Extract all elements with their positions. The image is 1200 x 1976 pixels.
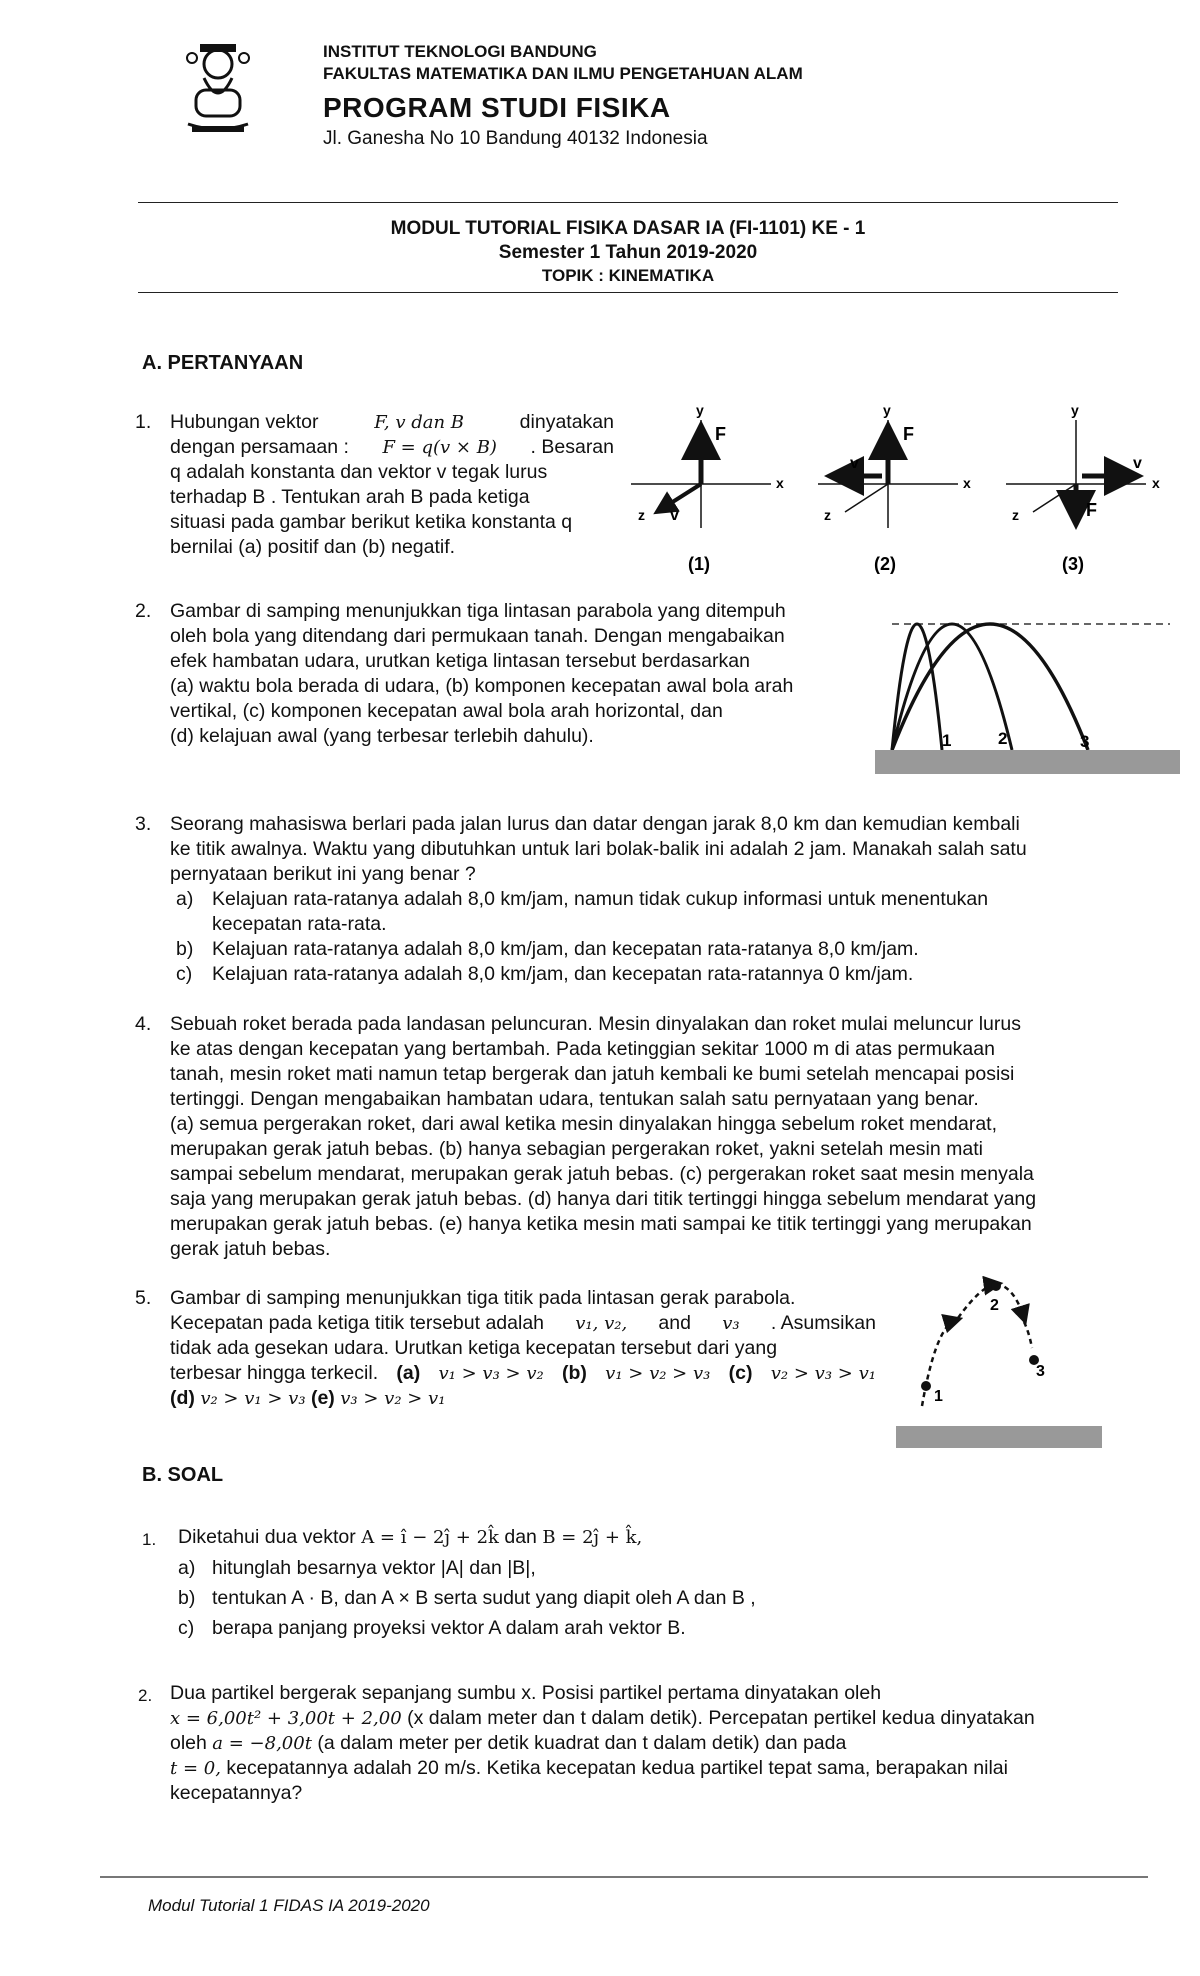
point-1 [921, 1381, 931, 1391]
program-name: PROGRAM STUDI FISIKA [323, 92, 671, 123]
p1-a-text: hitunglah besarnya vektor |A| dan |B|, [212, 1557, 536, 1579]
q4-line: sampai sebelum mendarat, merupakan gerak jatuh bebas. (c) pergerakan roket saat mesin menyala [170, 1163, 1034, 1185]
svg-text:F: F [1086, 500, 1097, 520]
q2-text [170, 599, 860, 749]
q3-option-a-text: Kelajuan rata-ratanya adalah 8,0 km/jam, namun tidak cukup informasi untuk menentukan [212, 888, 989, 910]
q3-text [170, 812, 1120, 887]
trajectory-3 [892, 624, 1088, 750]
q1-line6: bernilai (a) positif dan (b) negatif. [170, 536, 456, 558]
q1-line5: situasi pada gambar berikut ketika konstanta q [170, 511, 573, 533]
q3-option-a-label: a) [176, 888, 194, 910]
q2-line: vertikal, (c) komponen kecepatan awal bola arah horizontal, dan [170, 700, 723, 722]
q2-number: 2. [135, 600, 152, 622]
q3-line: Seorang mahasiswa berlari pada jalan lurus dan datar dengan jarak 8,0 km dan kemudian kembali [170, 813, 1020, 835]
q4-number: 4. [135, 1013, 152, 1035]
p2-line5: kecepatannya? [170, 1782, 303, 1804]
svg-text:z: z [824, 507, 831, 523]
q1-line2b: . Besaran [530, 436, 614, 458]
q1-line2a: dengan persamaan : [170, 436, 349, 458]
itb-logo [178, 38, 258, 138]
address: Jl. Ganesha No 10 Bandung 40132 Indonesia [323, 128, 708, 149]
panel-1 [631, 402, 784, 574]
p2-line2: (x dalam meter dan t dalam detik). Percepatan pertikel kedua dinyatakan [407, 1707, 1035, 1729]
q5-opt-d: (d) [170, 1387, 195, 1409]
q5-text [170, 1286, 876, 1411]
q4-text [170, 1012, 1120, 1262]
traj-label-1: 1 [942, 731, 952, 750]
q3-option-a-text2: kecepatan rata-rata. [212, 913, 387, 935]
svg-text:x: x [1152, 475, 1160, 491]
ground [875, 750, 1180, 774]
q4-line: (a) semua pergerakan roket, dari awal ketika mesin dinyalakan hingga sebelum roket mendarat, [170, 1113, 998, 1135]
p1-math-a: A = î − 2ĵ + 2k̂ [361, 1527, 499, 1548]
point-label-2: 2 [990, 1297, 999, 1314]
q2-line: (d) kelajuan awal (yang terbesar terlebih dahulu). [170, 725, 594, 747]
q2-line: Gambar di samping menunjukkan tiga lintasan parabola yang ditempuh [170, 600, 786, 622]
q5-line3: tidak ada gesekan udara. Urutkan ketiga kecepatan tersebut dari yang [170, 1337, 778, 1359]
q3-option-b-text: Kelajuan rata-ratanya adalah 8,0 km/jam, dan kecepatan rata-ratanya 8,0 km/jam. [212, 938, 919, 960]
svg-text:v: v [670, 507, 679, 524]
q4-line: merupakan gerak jatuh bebas. (e) hanya ketika mesin mati sampai ke titik tertinggi yang merupakan [170, 1213, 1032, 1235]
q5-opt-b: (b) [561, 1362, 587, 1384]
q4-line: tanah, mesin roket mati namun tetap bergerak dan jatuh kembali ke bumi setelah mencapai posisi [170, 1063, 1015, 1085]
q3-option-b-label: b) [176, 938, 194, 960]
q2-line: efek hambatan udara, urutkan ketiga lintasan tersebut berdasarkan [170, 650, 750, 672]
q1-figure [628, 400, 1188, 580]
q1-math-equation: F = q(v × B) [382, 437, 497, 458]
q4-line: gerak jatuh bebas. [170, 1238, 331, 1260]
point-label-1: 1 [934, 1388, 943, 1405]
fig-label-2: (2) [874, 554, 896, 574]
q5-math-e: v₃ > v₂ > v₁ [340, 1388, 446, 1409]
institute-name: INSTITUT TEKNOLOGI BANDUNG [323, 42, 597, 61]
p1-math-b: B = 2ĵ + k̂, [542, 1527, 643, 1548]
q5-line1: Gambar di samping menunjukkan tiga titik pada lintasan gerak parabola. [170, 1287, 796, 1309]
q5-figure [896, 1276, 1106, 1456]
p1-a-label: a) [178, 1557, 196, 1579]
q4-line: merupakan gerak jatuh bebas. (b) hanya sebagian pergerakan roket, yakni setelah mesin mati [170, 1138, 983, 1160]
svg-text:x: x [776, 475, 784, 491]
q3-number: 3. [135, 813, 152, 835]
q5-opt-c: (c) [728, 1362, 753, 1384]
svg-text:y: y [883, 402, 891, 418]
p1-c-label: c) [178, 1617, 195, 1639]
q5-math-d: v₂ > v₁ > v₃ [200, 1388, 306, 1409]
q2-line: (a) waktu bola berada di udara, (b) komponen kecepatan awal bola arah [170, 675, 794, 697]
q5-math-v12: v₁, v₂, [575, 1313, 628, 1334]
p1-text [178, 1525, 1078, 1550]
q2-figure [872, 598, 1182, 778]
point-label-3: 3 [1036, 1363, 1045, 1380]
p2-number: 2. [138, 1686, 153, 1705]
q2-line: oleh bola yang ditendang dari permukaan tanah. Dengan mengabaikan [170, 625, 785, 647]
q1-line4: terhadap B . Tentukan arah B pada ketiga [170, 486, 530, 508]
section-b-heading: B. SOAL [142, 1464, 224, 1486]
p2-line3b: (a dalam meter per detik kuadrat dan t dalam detik) dan pada [317, 1732, 847, 1754]
module-title: MODUL TUTORIAL FISIKA DASAR IA (FI-1101) KE - 1 [390, 218, 866, 239]
p1-c-text: berapa panjang proyeksi vektor A dalam arah vektor B. [212, 1617, 686, 1639]
q5-opt-e: (e) [310, 1387, 335, 1409]
svg-text:v: v [850, 455, 859, 472]
p2-line3a: oleh [170, 1732, 207, 1754]
q3-line: ke titik awalnya. Waktu yang dibutuhkan untuk lari bolak-balik ini adalah 2 jam. Manakah salah satu [170, 838, 1027, 860]
q1-math-vectors: F, v dan B [374, 412, 465, 433]
footer-divider [100, 1876, 1148, 1878]
footer-text: Modul Tutorial 1 FIDAS IA 2019-2020 [148, 1896, 430, 1915]
svg-text:y: y [696, 402, 704, 418]
section-a-heading: A. PERTANYAAN [142, 352, 304, 374]
q5-math-c: v₂ > v₃ > v₁ [770, 1363, 876, 1384]
svg-text:F: F [903, 424, 914, 444]
p1-number: 1. [142, 1530, 157, 1549]
svg-text:x: x [963, 475, 971, 491]
svg-text:z: z [638, 507, 645, 523]
q5-math-a: v₁ > v₃ > v₂ [438, 1363, 544, 1384]
q1-text [170, 410, 614, 560]
traj-label-3: 3 [1080, 732, 1090, 751]
q4-line: tertinggi. Dengan mengabaikan hambatan udara, tentukan salah satu pernyataan yang benar. [170, 1088, 979, 1110]
q5-line2c: . Asumsikan [770, 1312, 876, 1334]
faculty-name: FAKULTAS MATEMATIKA DAN ILMU PENGETAHUAN ALAM [323, 64, 803, 83]
svg-text:v: v [1133, 455, 1142, 472]
ground [896, 1426, 1102, 1448]
q5-line2a: Kecepatan pada ketiga titik tersebut adalah [170, 1312, 545, 1334]
q3-option-a [212, 887, 1120, 937]
p1-line1b: dan [504, 1526, 537, 1548]
p2-math-x: x = 6,00t² + 3,00t + 2,00 [170, 1708, 402, 1729]
q5-line4a: terbesar hingga terkecil. [170, 1362, 379, 1384]
q3-option-c-label: c) [176, 963, 193, 985]
q5-line2b: and [658, 1312, 691, 1334]
p2-math-t: t = 0, [170, 1758, 221, 1779]
q5-math-v3: v₃ [722, 1313, 740, 1334]
fig-label-1: (1) [688, 554, 710, 574]
q1-number: 1. [135, 411, 152, 433]
p2-math-a: a = −8,00t [212, 1733, 312, 1754]
q5-opt-a: (a) [396, 1362, 421, 1384]
p2-line4: kecepatannya adalah 20 m/s. Ketika kecepatan kedua partikel tepat sama, berapakan nilai [226, 1757, 1008, 1779]
velocity-arrow-icon [660, 484, 701, 510]
divider [138, 202, 1118, 203]
fig-label-3: (3) [1062, 554, 1084, 574]
panel-2 [818, 402, 971, 574]
traj-label-2: 2 [998, 729, 1008, 748]
panel-3 [1006, 402, 1160, 574]
svg-text:y: y [1071, 402, 1079, 418]
q5-math-b: v₁ > v₂ > v₃ [605, 1363, 711, 1384]
module-semester: Semester 1 Tahun 2019-2020 [498, 242, 758, 263]
q4-line: ke atas dengan kecepatan yang bertambah. Pada ketinggian sekitar 1000 m di atas permukaan [170, 1038, 995, 1060]
q3-option-c-text: Kelajuan rata-ratanya adalah 8,0 km/jam, dan kecepatan rata-ratannya 0 km/jam. [212, 963, 914, 985]
p2-text [170, 1681, 1120, 1806]
q1-line1a: Hubungan vektor [170, 411, 319, 433]
q1-line3: q adalah konstanta dan vektor v tegak lurus [170, 461, 548, 483]
svg-text:F: F [715, 424, 726, 444]
p2-line1: Dua partikel bergerak sepanjang sumbu x. Posisi partikel pertama dinyatakan oleh [170, 1682, 882, 1704]
q3-line: pernyataan berikut ini yang benar ? [170, 863, 476, 885]
q4-line: Sebuah roket berada pada landasan peluncuran. Mesin dinyalakan dan roket mulai meluncur lurus [170, 1013, 1021, 1035]
q4-line: saja yang merupakan gerak jatuh bebas. (d) hanya dari titik tertinggi hingga sebelum mendarat yang [170, 1188, 1037, 1210]
ganesha-logo-icon [178, 38, 258, 138]
q1-line1b: dinyatakan [519, 411, 614, 433]
svg-text:z: z [1012, 507, 1019, 523]
divider [138, 292, 1118, 293]
p1-b-text: tentukan A · B, dan A × B serta sudut yang diapit oleh A dan B , [212, 1587, 756, 1609]
module-topic: TOPIK : KINEMATIKA [541, 266, 715, 285]
point-2 [991, 1281, 1001, 1291]
p1-line1a: Diketahui dua vektor [178, 1526, 356, 1548]
p1-b-label: b) [178, 1587, 196, 1609]
q5-number: 5. [135, 1287, 152, 1309]
